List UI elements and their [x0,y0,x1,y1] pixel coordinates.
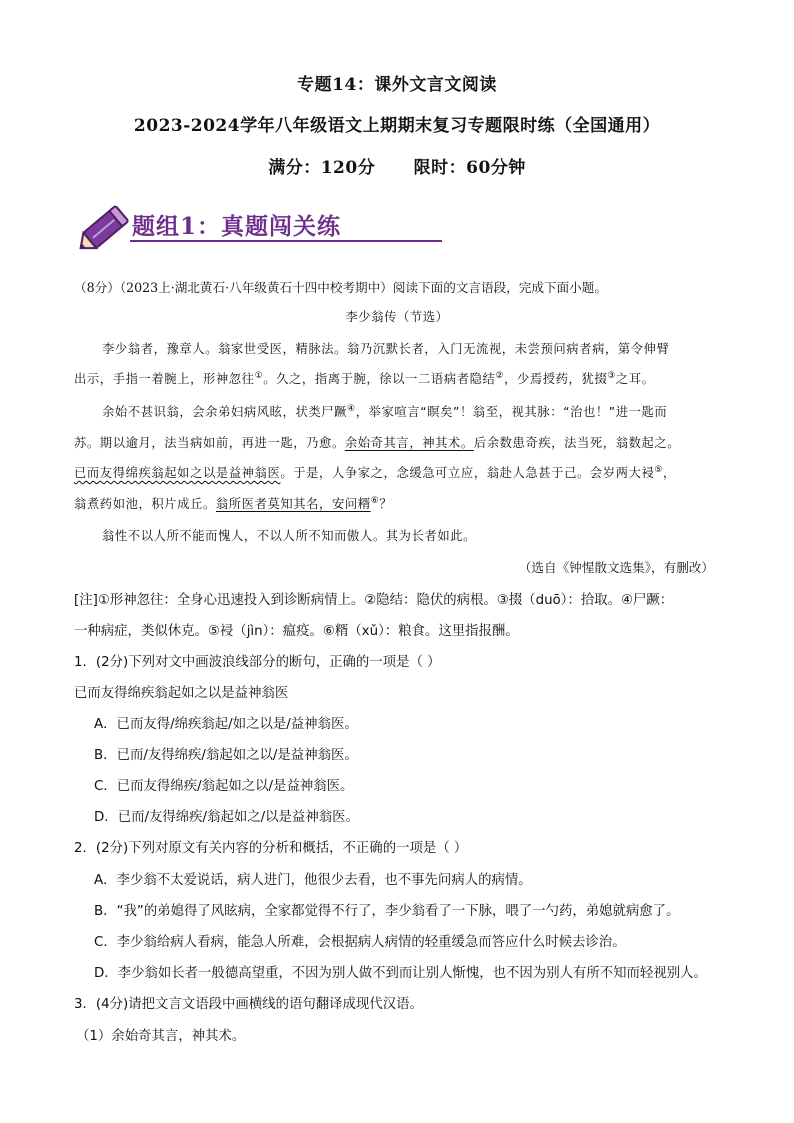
passage-line: 翁性不以人所不能而愧人，不以人所不知而傲人。其为长者如此。 [102,529,477,543]
banner-underline [130,240,442,242]
passage-line: 翁煮药如池，积片成丘。翁所医者莫知其名，安问糈⑥？ [74,495,393,511]
question-stem: 3．(4分)请把文言文语段中画横线的语句翻译成现代汉语。 [74,997,423,1012]
passage-line: 已而友得绵疾翁起如之以是益神翁医。于是，人争家之，念缓急可立应，翁赴人急甚于己。会岁两大祲⑤， [74,464,676,480]
document-title: 专题14：课外文言文阅读 [297,75,497,95]
full-score: 满分：120分 [268,158,376,178]
question-stem: 2．(2分)下列对原文有关内容的分析和概括，不正确的一项是（ ） [74,841,468,856]
passage-line: 余始不甚识翁，会余弟妇病风眩，状类尸蹶④，举家喧言“瞑矣”！翁至，视其脉：“治也！”进一匙而 [102,403,668,419]
option-b[interactable]: B．已而/友得绵疾/翁起如之以/是益神翁医。 [94,748,358,763]
underlined-sentence-2: 翁所医者莫知其名，安问糈 [215,497,371,511]
note-ref: ② [495,370,505,381]
option-b[interactable]: B．“我”的弟媳得了风眩病，全家都觉得不行了，李少翁看了一下脉，喂了一勺药，弟媳就病愈了。 [94,904,680,919]
note-ref: ③ [607,370,616,381]
notes-line: 一种病症，类似休克。⑤祲（jìn）：瘟疫。⑥糈（xǔ）：粮食。这里指报酬。 [74,624,519,639]
wavy-underlined-sentence: 已而友得绵疾翁起如之以是益神翁医 [74,466,281,480]
passage-source: （选自《钟惺散文选集》，有删改） [518,560,714,575]
sub-question: （1）余始奇其言，神其术。 [76,1029,246,1044]
time-limit: 限时：60分钟 [413,158,526,178]
passage-line: 苏。期以逾月，法当病如前，再进一匙，乃愈。余始奇其言，神其术。后余数患奇疾，法当死，翁数起之。 [74,436,681,450]
option-c[interactable]: C．李少翁给病人看病，能急人所难，会根据病人病情的轻重缓急而答应什么时候去诊治。 [94,935,626,950]
exam-info [0,153,794,178]
notes-line: [注]①形神忽往：全身心迅速投入到诊断病情上。②隐结：隐伏的病根。③掇（duō）：拾取。④尸蹶： [74,593,674,608]
question-sentence: 已而友得绵疾翁起如之以是益神翁医 [74,686,289,701]
section-banner [72,196,382,262]
option-d[interactable]: D．李少翁如长者一般德高望重，不因为别人做不到而让别人惭愧，也不因为别人有所不知而轻视别人。 [94,966,707,981]
option-a[interactable]: A．李少翁不太爱说话，病人进门，他很少去看，也不事先问病人的病情。 [94,873,532,888]
option-a[interactable]: A．已而友得/绵疾翁起/如之以是/益神翁医。 [94,717,358,732]
note-ref: ④ [347,403,356,414]
note-ref: ⑤ [654,464,664,475]
note-ref: ⑥ [370,495,380,506]
passage-line: 出示，手指一着腕上，形神忽往①。久之，指离于腕，徐以一二语病者隐结②，少焉授药，犹掇③之耳。 [74,370,655,386]
document-subtitle: 2023-2024学年八年级语文上期期末复习专题限时练（全国通用） [133,116,661,136]
passage-line: 李少翁者，豫章人。翁家世受医，精脉法。翁乃沉默长者，入门无流视，未尝预问病者病，第令伸臂 [102,342,670,356]
passage-title: 李少翁传（节选） [345,310,449,324]
underlined-sentence-1: 余始奇其言，神其术。 [344,436,474,450]
question-stem: 1．(2分)下列对文中画波浪线部分的断句，正确的一项是（ ） [74,655,441,670]
option-d[interactable]: D．已而/友得绵疾/翁起如之/以是益神翁医。 [94,810,359,825]
option-c[interactable]: C．已而友得绵疾/翁起如之以/是益神翁医。 [94,779,354,794]
intro-text: （8分）（2023上·湖北黄石·八年级黄石十四中校考期中）阅读下面的文言语段，完成下面小题。 [74,280,607,295]
pencil-icon [72,196,138,262]
note-ref: ① [254,370,264,381]
banner-title: 题组1：真题闯关练 [132,213,342,240]
